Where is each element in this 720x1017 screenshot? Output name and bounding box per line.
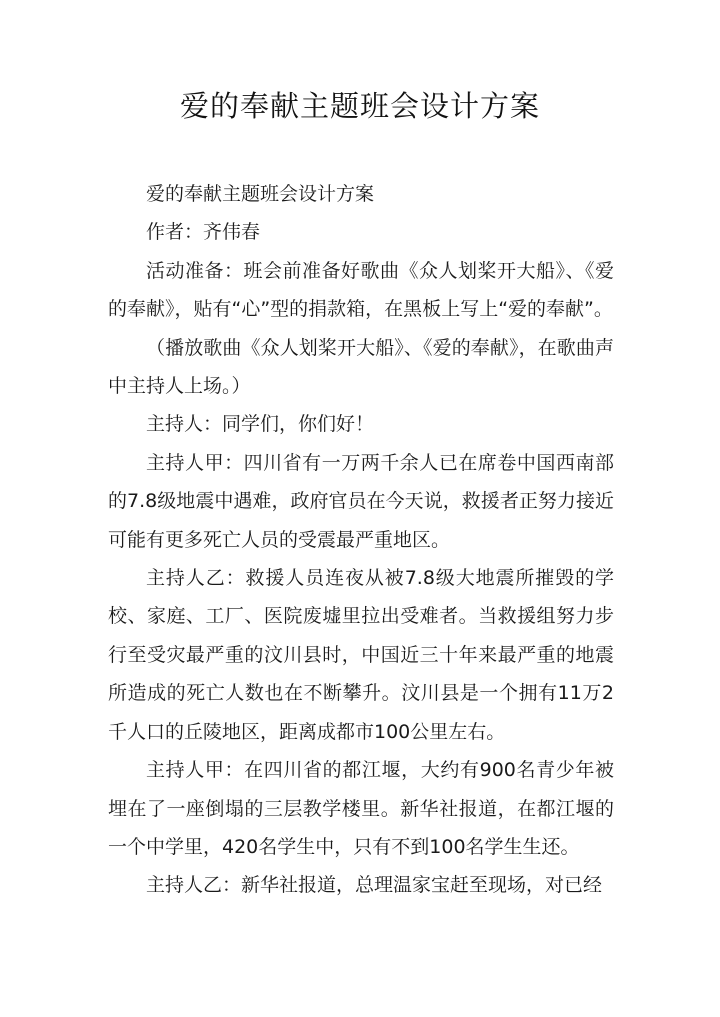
stage-direction-paragraph: （播放歌曲《众人划桨开大船》、《爱的奉献》，在歌曲声中主持人上场。） — [108, 336, 614, 398]
host-a-paragraph-2: 主持人甲：在四川省的都江堰，大约有900名青少年被埋在了一座倒塌的三层教学楼里。新华社报道，在都江堰的一个中学里，420名学生中，只有不到100名学生生还。 — [108, 759, 614, 858]
host-a-paragraph-1: 主持人甲：四川省有一万两千余人已在席卷中国西南部的7.8级地震中遇难，政府官员在今天说，救援者正努力接近可能有更多死亡人员的受震最严重地区。 — [108, 451, 614, 551]
subtitle-paragraph: 爱的奉献主题班会设计方案 — [146, 183, 375, 205]
preparation-paragraph: 活动准备：班会前准备好歌曲《众人划桨开大船》、《爱的奉献》，贴有“心”型的捐款箱，在黑板上写上“爱的奉献”。 — [108, 259, 614, 321]
host-b-paragraph-1: 主持人乙：救援人员连夜从被7.8级大地震所摧毁的学校、家庭、工厂、医院废墟里拉出受难者。当救援组努力步行至受灾最严重的汶川县时，中国近三十年来最严重的地震所造成的死亡人数也在不断攀升。汶川县是一个拥有11万2千人口的丘陵地区，距离成都市100公里左右。 — [108, 567, 614, 743]
author-paragraph: 作者：齐伟春 — [146, 221, 261, 244]
document-body — [108, 175, 614, 905]
document-title: 爱的奉献主题班会设计方案 — [179, 89, 540, 123]
host-greeting-paragraph: 主持人：同学们，你们好！ — [146, 413, 375, 436]
host-b-paragraph-2: 主持人乙：新华社报道，总理温家宝赶至现场，对已经 — [146, 874, 603, 897]
